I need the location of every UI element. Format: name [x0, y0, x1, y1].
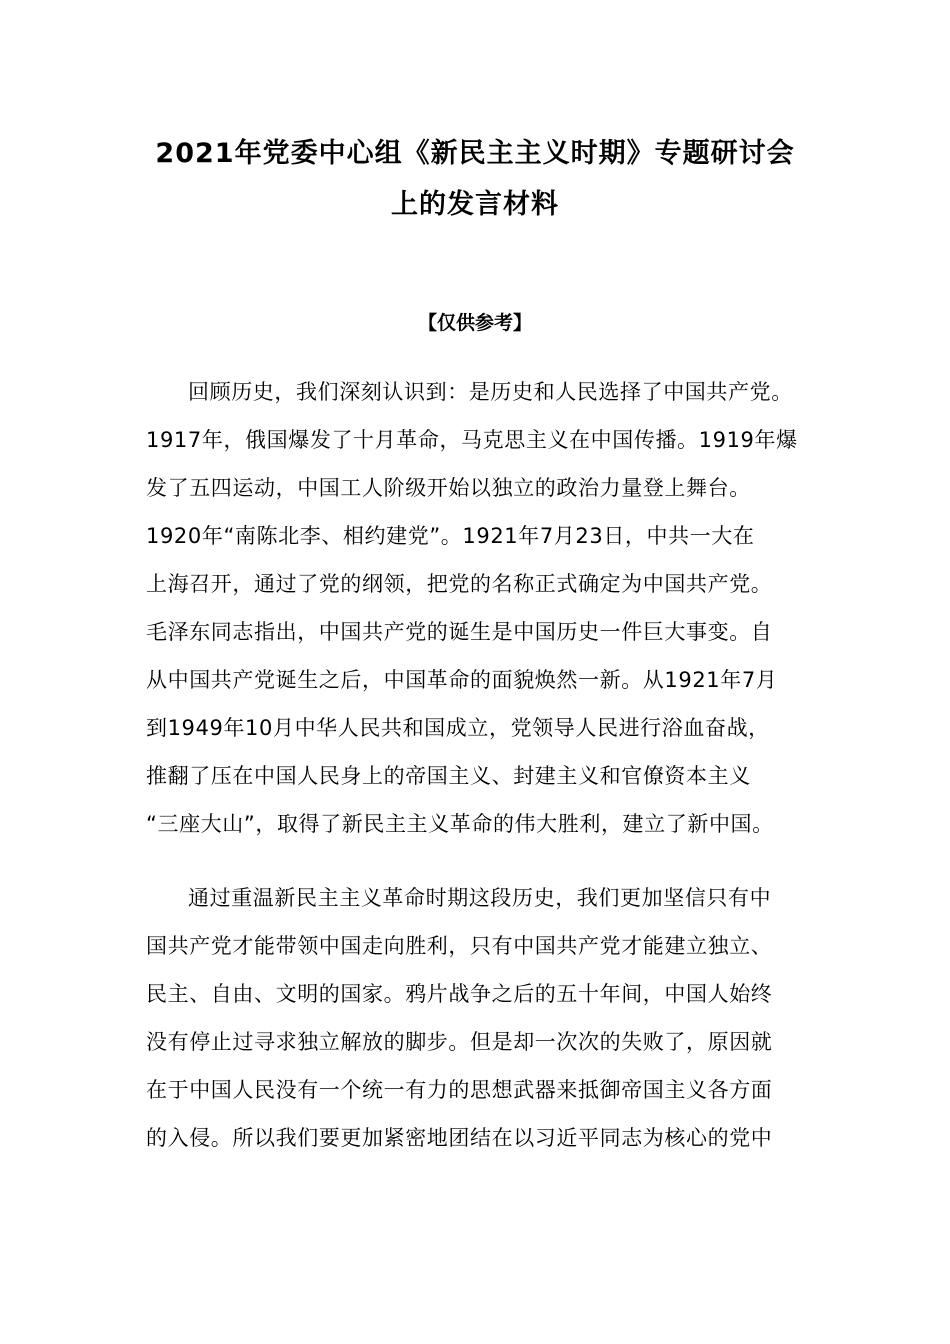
document-title-line-2: 上的发言材料	[391, 189, 559, 220]
text-line: 在于中国人民没有一个统一有力的思想武器来抵御帝国主义各方面	[146, 1078, 773, 1102]
document-title-line-1: 2021年党委中心组《新民主主义时期》专题研讨会	[155, 138, 795, 169]
paragraph-1	[146, 368, 806, 848]
text-line: 发了五四运动，中国工人阶级开始以独立的政治力量登上舞台。	[146, 476, 751, 500]
text-line: 1917年，俄国爆发了十月革命，马克思主义在中国传播。1919年爆	[146, 428, 798, 452]
text-line: 国共产党才能带领中国走向胜利，只有中国共产党才能建立独立、	[146, 934, 773, 958]
text-line: 没有停止过寻求独立解放的脚步。但是却一次次的失败了，原因就	[146, 1030, 773, 1054]
text-line: 从中国共产党诞生之后，中国革命的面貌焕然一新。从1921年7月	[146, 668, 778, 692]
text-line: 毛泽东同志指出，中国共产党的诞生是中国历史一件巨大事变。自	[146, 620, 773, 644]
paragraph-2	[146, 874, 806, 1162]
text-line: 到1949年10月中华人民共和国成立，党领导人民进行浴血奋战，	[146, 716, 770, 740]
text-line: 通过重温新民主主义革命时期这段历史，我们更加坚信只有中	[188, 886, 772, 910]
text-line: “三座大山”，取得了新民主主义革命的伟大胜利，建立了新中国。	[146, 812, 774, 836]
text-line: 民主、自由、文明的国家。鸦片战争之后的五十年间，中国人始终	[146, 982, 773, 1006]
text-line: 1920年“南陈北李、相约建党”。1921年7月23日，中共一大在	[146, 524, 755, 548]
text-line: 推翻了压在中国人民身上的帝国主义、封建主义和官僚资本主义	[146, 764, 751, 788]
text-line: 的入侵。所以我们要更加紧密地团结在以习近平同志为核心的党中	[146, 1126, 773, 1150]
reference-note: 【仅供参考】	[417, 312, 532, 334]
text-line: 上海召开，通过了党的纲领，把党的名称正式确定为中国共产党。	[146, 572, 773, 596]
text-line: 回顾历史，我们深刻认识到：是历史和人民选择了中国共产党。	[188, 380, 793, 404]
